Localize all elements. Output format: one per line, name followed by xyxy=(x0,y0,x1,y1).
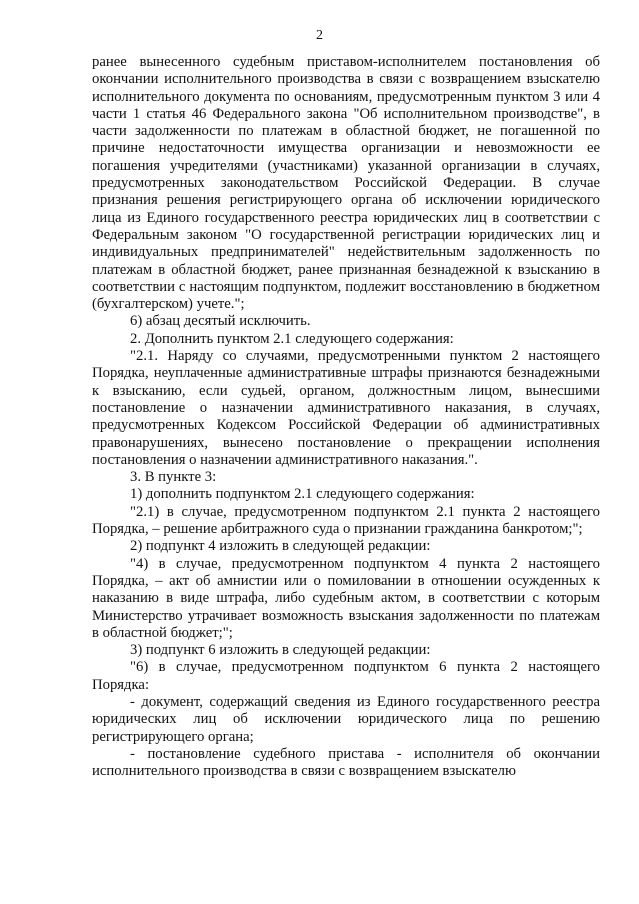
page-number: 2 xyxy=(316,28,323,43)
paragraph-3: 2. Дополнить пунктом 2.1 следующего содержания: xyxy=(130,330,454,347)
paragraph-12: - документ, содержащий сведения из Единого государственного реестра юридических лиц об исключении юридического лица по решению регистрирующего органа; xyxy=(92,693,600,745)
paragraph-2: 6) абзац десятый исключить. xyxy=(130,313,311,330)
paragraph-4: "2.1. Наряду со случаями, предусмотренными пунктом 2 настоящего Порядка, неуплаченные административные штрафы признаются безнадежными к взысканию, если судьей, органом, должностным лицом, вынесшими постановление о назначении административного наказания, в случаях, предусмотренных Кодексом Российской Федерации об административных правонарушениях, вынесено постановление о прекращении исполнения постановления о назначении административного наказания.". xyxy=(92,348,600,468)
paragraph-13: - постановление судебного пристава - исполнителя об окончании исполнительного производства в связи с возвращением взыскателю xyxy=(92,745,600,780)
paragraph-8: 2) подпункт 4 изложить в следующей редакции: xyxy=(130,538,431,555)
document-body xyxy=(92,54,600,780)
paragraph-10: 3) подпункт 6 изложить в следующей редакции: xyxy=(130,642,431,659)
paragraph-5: 3. В пункте 3: xyxy=(130,469,217,486)
paragraph-11: "6) в случае, предусмотренном подпунктом 6 пункта 2 настоящего Порядка: xyxy=(92,659,600,693)
paragraph-1: ранее вынесенного судебным приставом-исполнителем постановления об окончании исполнительного производства в связи с возвращением взыскателю исполнительного документа по основаниям, предусмотренным пунктом 3 или 4 части 1 статья 46 Федерального закона "Об исполнительном производстве", в части задолженности по платежам в областной бюджет, не погашенной по причине недостаточности имущества организации и невозможности ее погашения учредителями (участниками) указанной организации в случаях, предусмотренных законодательством Российской Федерации. В случае признания решения регистрирующего органа об исключении юридического лица из Единого государственного реестра юридических лиц в соответствии с Федеральным законом "О государственной регистрации юридических лиц и индивидуальных предпринимателей" недействительным задолженность по платежам в областной бюджет, ранее признанная безнадежной к взысканию в соответствии с настоящим подпунктом, подлежит восстановлению в бюджетном (бухгалтерском) учете."; xyxy=(92,54,600,313)
paragraph-6: 1) дополнить подпунктом 2.1 следующего содержания: xyxy=(130,486,475,503)
paragraph-9: "4) в случае, предусмотренном подпунктом 4 пункта 2 настоящего Порядка, – акт об амнистии или о помиловании в отношении осужденных к наказанию в виде штрафа, либо судебным актом, в соответствии с которым Министерство утрачивает возможность взыскания задолженности по платежам в областной бюджет;"; xyxy=(92,555,600,641)
paragraph-7: "2.1) в случае, предусмотренном подпунктом 2.1 пункта 2 настоящего Порядка, – решение арбитражного суда о признании гражданина банкротом;"; xyxy=(92,503,600,538)
